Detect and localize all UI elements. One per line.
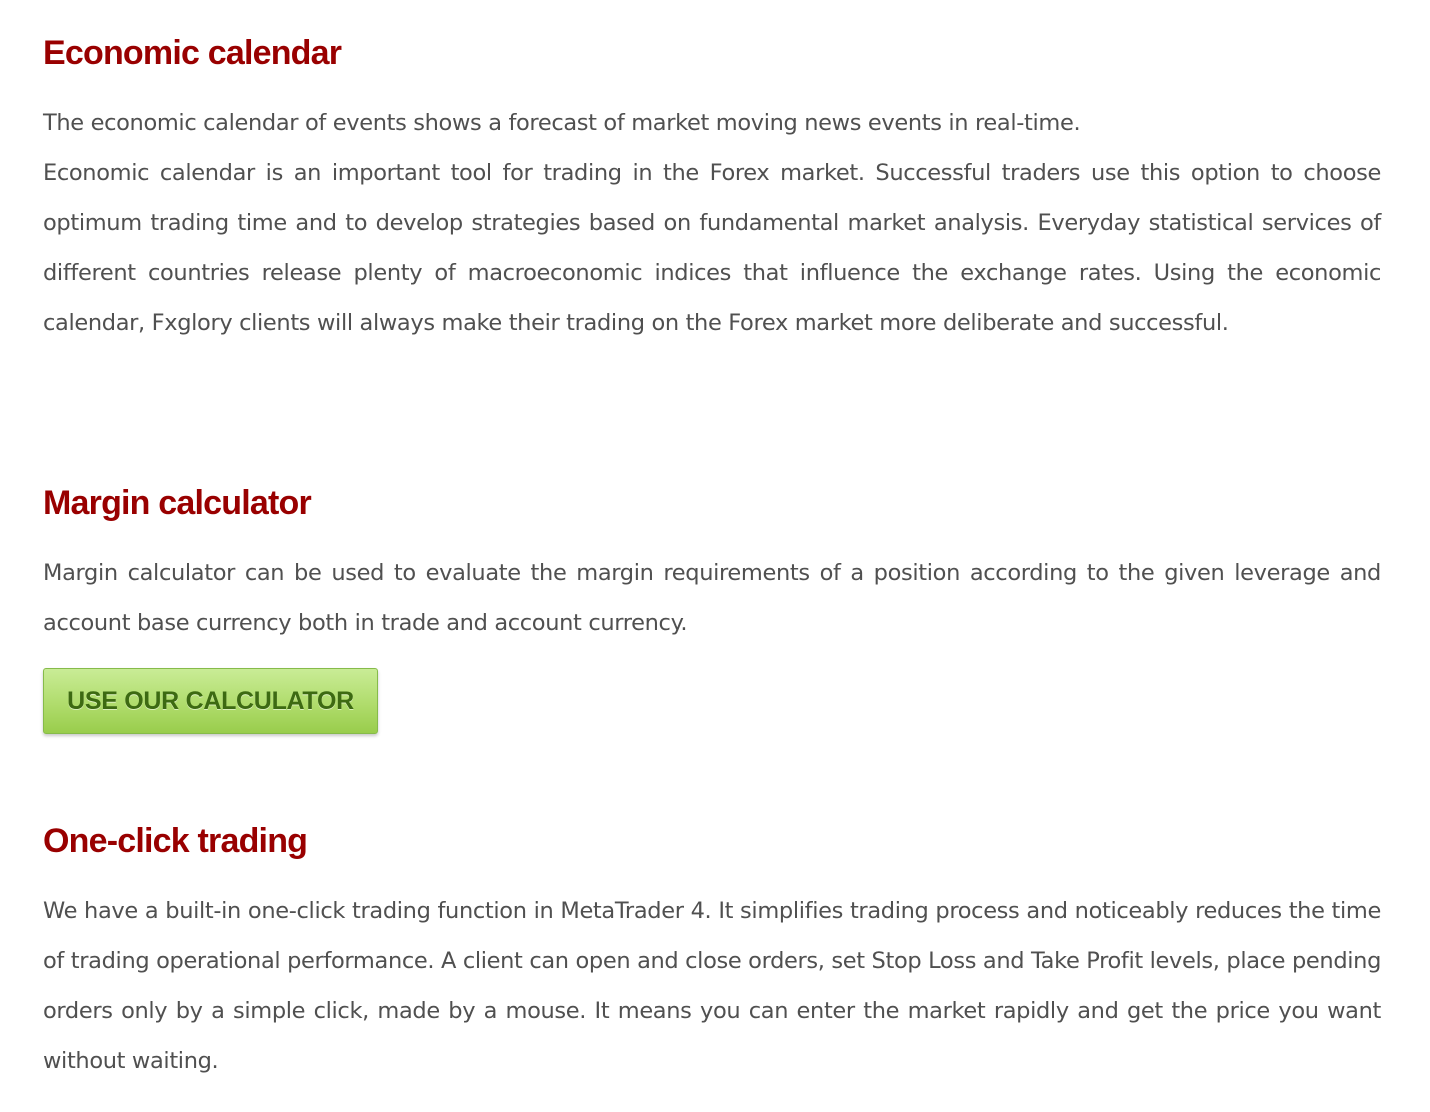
economic-calendar-heading: Economic calendar xyxy=(43,34,342,72)
economic-calendar-intro: The economic calendar of events shows a forecast of market moving news events in real-time. xyxy=(43,110,1081,136)
one-click-trading-description: We have a built-in one-click trading function in MetaTrader 4. It simplifies trading process and noticeably reduces the time of trading operational performance. A client can open and close orders, set Stop Loss and Take Profit levels, place pending orders only by a simple click, made by a mouse. It means you can enter the market rapidly and get the price you want without waiting. xyxy=(43,898,1381,1074)
one-click-trading-heading: One-click trading xyxy=(43,822,308,860)
margin-calculator-heading: Margin calculator xyxy=(43,484,311,522)
margin-calculator-description: Margin calculator can be used to evaluate the margin requirements of a position according to the given leverage and account base currency both in trade and account currency. xyxy=(43,560,1381,636)
use-our-calculator-button[interactable]: USE OUR CALCULATOR xyxy=(43,668,378,734)
economic-calendar-description: Economic calendar is an important tool for trading in the Forex market. Successful traders use this option to choose optimum trading time and to develop strategies based on fundamental market analysis. Everyday statistical services of different countries release plenty of macroeconomic indices that influence the exchange rates. Using the economic calendar, Fxglory clients will always make their trading on the Forex market more deliberate and successful. xyxy=(43,160,1381,336)
